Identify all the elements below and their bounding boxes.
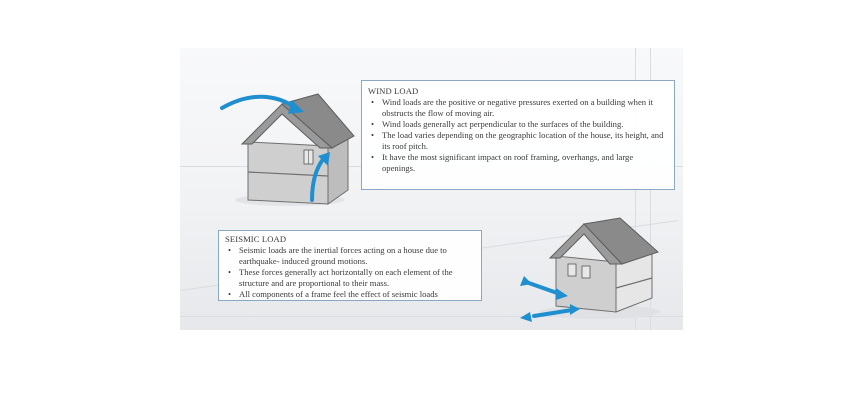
seismic-load-bullet: • These forces generally act horizontally on each element of the structure and are proportional to their mass. [225,267,475,289]
wind-load-bullet: • Wind loads generally act perpendicular to the surfaces of the building. [368,119,668,130]
wind-load-heading: WIND LOAD [368,86,419,96]
seismic-load-bullet: • Seismic loads are the inertial forces acting on a house due to earthquake- induced ground motions. [225,245,475,267]
seismic-load-textbox [218,230,482,301]
wind-load-bullet: • The load varies depending on the geographic location of the house, its height, and its roof pitch. [368,130,668,152]
slide [180,48,683,330]
seismic-load-bullet: • All components of a frame feel the effect of seismic loads [225,289,475,300]
seismic-load-heading: SEISMIC LOAD [225,234,287,244]
wind-load-house-illustration [220,72,370,212]
wind-load-textbox [361,80,675,190]
seismic-load-house-illustration [520,216,670,326]
wind-load-bullet: • It have the most significant impact on roof framing, overhangs, and large openings. [368,152,668,174]
wind-load-bullet-list [368,97,668,174]
seismic-load-bullet-list [225,245,475,300]
wind-load-bullet: • Wind loads are the positive or negative pressures exerted on a building when it obstructs the flow of moving air. [368,97,668,119]
